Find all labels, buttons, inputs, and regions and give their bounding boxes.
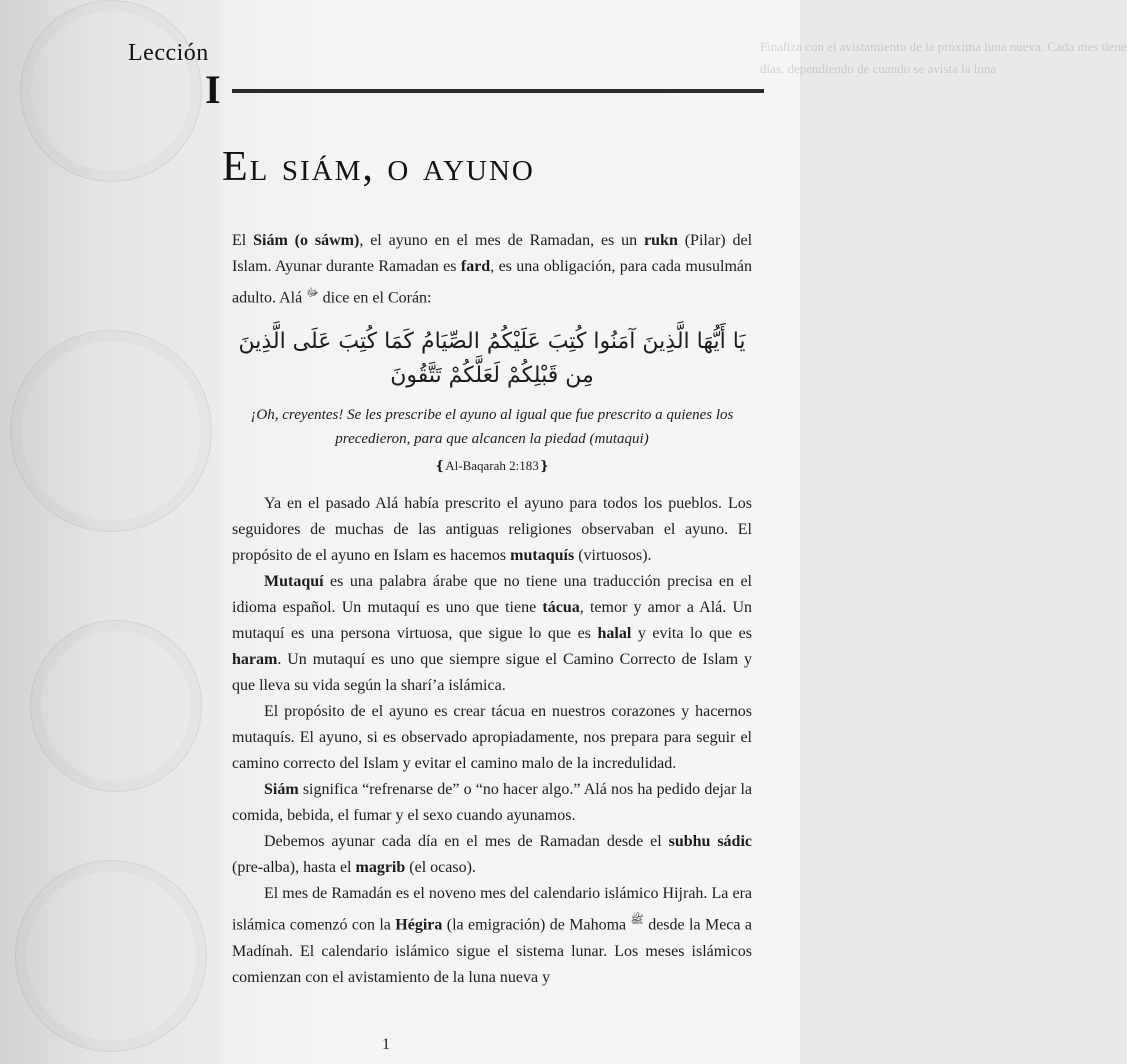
lesson-label: Lección — [128, 40, 209, 66]
text-run: (el ocaso). — [405, 859, 476, 877]
text-run: (la emigración) de Mahoma — [442, 916, 631, 934]
term-tacua: tácua — [542, 599, 580, 617]
bleed-through-line: días, dependiendo de cuando se avista la luna — [760, 61, 997, 76]
term-magrib: magrib — [355, 859, 406, 877]
ornament-circle-middle — [10, 330, 212, 532]
paragraph-7 — [232, 881, 752, 990]
paragraph-5 — [232, 777, 752, 829]
text-run: (pre-alba), hasta el — [232, 859, 356, 877]
term-haram: haram — [232, 651, 278, 669]
text-run: El mes de Ramadán es el noveno mes del calendario islámico Hijrah. La era islámica comenzó con la — [232, 885, 752, 934]
text-run: y evita lo que es — [631, 625, 753, 643]
header-rule — [232, 89, 764, 93]
main-text — [232, 228, 752, 991]
paragraph-intro — [232, 228, 752, 311]
left-margin-decoration — [0, 0, 220, 1064]
term-subhu-sadic: subhu sádic — [668, 833, 752, 851]
paragraph-2 — [232, 491, 752, 569]
term-hegira: Hégira — [395, 916, 443, 934]
term-siam: Siám — [264, 781, 299, 799]
honorific-glyph: ﷻ — [306, 287, 319, 299]
term-mutaquis: mutaquís — [510, 547, 575, 565]
paragraph-3 — [232, 569, 752, 699]
text-run: , temor y amor a Alá. Un mutaquí es una persona virtuosa, que sigue lo que es — [232, 599, 753, 643]
term-mutaqui: Mutaquí — [264, 573, 324, 591]
text-run: es una palabra árabe que no tiene una traducción precisa en el idioma español. Un mutaquí es uno que tiene — [232, 573, 752, 617]
term-rukn: rukn — [644, 232, 678, 249]
text-run: Ya en el pasado Alá había prescrito el ayuno para todos los pueblos. Los seguidores de muchas de las antiguas religiones observaban el ayuno. El propósito de el ayuno en Islam es hacemos — [232, 495, 752, 565]
verse-translation: ¡Oh, creyentes! Se les prescribe el ayuno al igual que fue prescrito a quienes los precedieron, para que alcancen la piedad (mutaqui) — [250, 407, 734, 448]
paragraph-4: El propósito de el ayuno es crear tácua en nuestros corazones y hacernos mutaquís. El ayuno, si es observado apropiadamente, nos prepara para seguir el camino correcto del Islam y evitar el camino malo de la incredulidad. — [232, 703, 752, 773]
verse-reference: ❴Al-Baqarah 2:183❵ — [434, 458, 550, 474]
arabic-verse: يَا أَيُّهَا الَّذِينَ آمَنُوا كُتِبَ عَلَيْكُمُ الصِّيَامُ كَمَا كُتِبَ عَلَى الَّذِينَ مِن قَبْلِكُمْ لَعَلَّكُمْ تَتَّقُونَ — [238, 329, 746, 389]
ornament-circle-top — [20, 0, 202, 182]
term-fard: fard — [460, 258, 491, 275]
text-run: , el ayuno en el mes de Ramadan, es un — [359, 232, 645, 249]
text-run: , es una obligación, para cada musulmán adulto. Alá — [232, 258, 752, 307]
bleed-through-line: Finaliza con el avistamiento de la próxima luna nueva. Cada mes tiene — [760, 39, 1127, 54]
text-run: (Pilar) del Islam. Ayunar durante Ramadan es — [232, 232, 753, 275]
text-run: El — [232, 232, 254, 249]
chapter-title: El siám, o ayuno — [222, 144, 535, 190]
text-run: significa “refrenarse de” o “no hacer algo.” Alá nos ha pedido dejar la comida, bebida, el fumar y el sexo cuando ayunamos. — [232, 781, 752, 825]
term-halal: halal — [597, 625, 632, 643]
text-run: Debemos ayunar cada día en el mes de Ramadan desde el — [264, 833, 669, 851]
ornament-circle-bottom — [15, 860, 207, 1052]
text-run: (virtuosos). — [574, 547, 652, 565]
term-siam: Siám (o sáwm) — [253, 232, 360, 249]
text-run: . Un mutaquí es uno que siempre sigue el Camino Correcto de Islam y que lleva su vida según la sharí’a islámica. — [232, 651, 752, 695]
ornament-circle-lower — [30, 620, 202, 792]
text-run: desde la Meca a Madínah. El calendario islámico sigue el sistema lunar. Los meses islámicos comienzan con el avistamiento de la luna nueva y — [232, 916, 752, 986]
page-number: 1 — [382, 1036, 390, 1053]
honorific-glyph: ﷺ — [630, 914, 644, 927]
lesson-number: I — [205, 67, 221, 112]
paragraph-6 — [232, 829, 752, 881]
text-run: dice en el Corán: — [318, 289, 432, 307]
